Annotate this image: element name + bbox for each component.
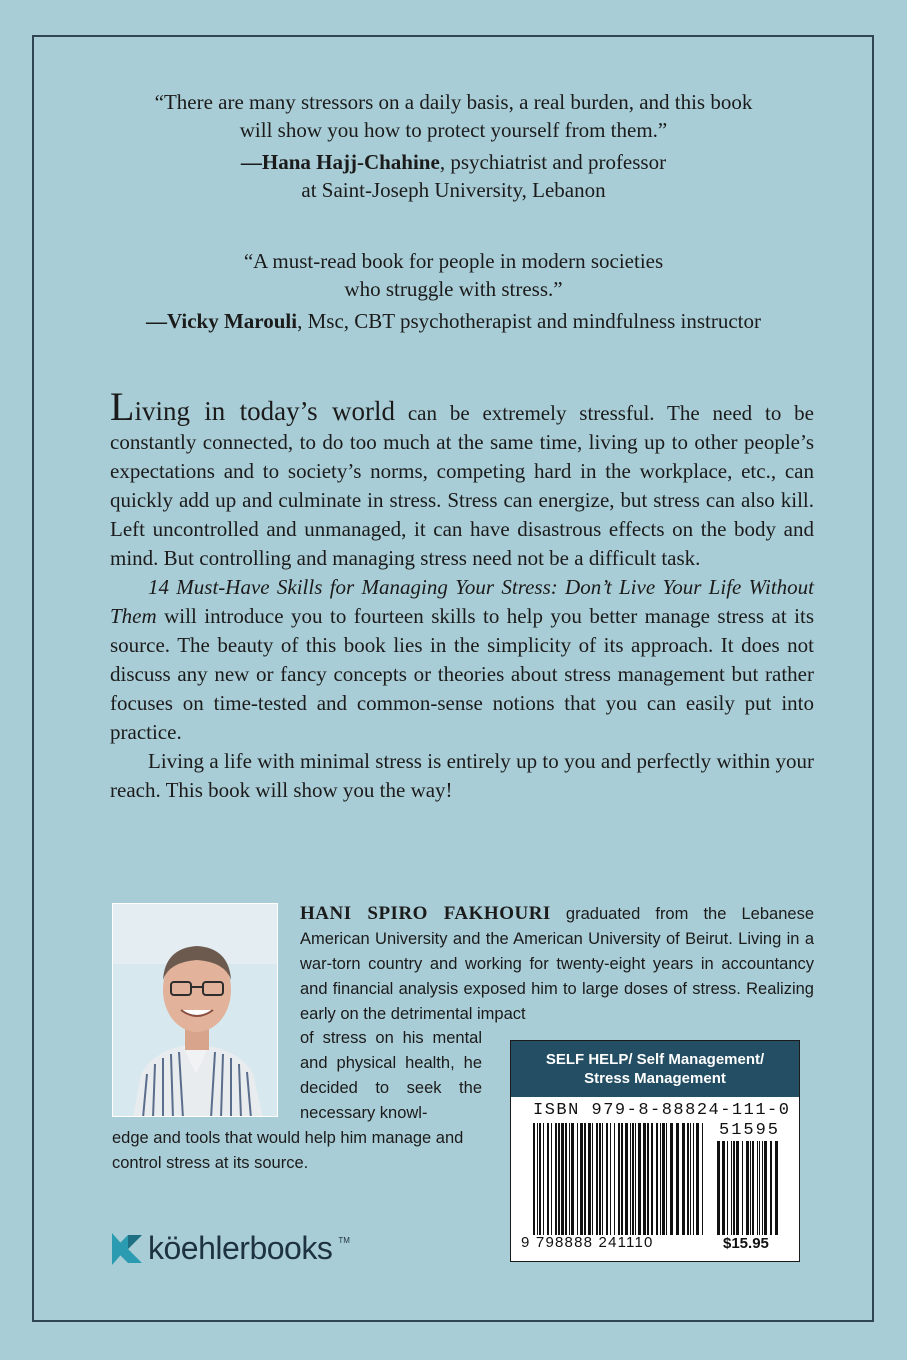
barcode-bar	[643, 1123, 646, 1235]
book-description	[110, 384, 814, 805]
barcode-bar	[621, 1123, 623, 1235]
barcode-bar	[733, 1141, 735, 1235]
barcode-bar	[610, 1123, 611, 1235]
barcode-bar	[687, 1123, 689, 1235]
price: $15.95	[723, 1235, 769, 1252]
barcode-bar	[660, 1123, 661, 1235]
barcode-bar	[770, 1141, 772, 1235]
description-lead-in: iving in today’s world	[134, 396, 395, 426]
barcode-bar	[775, 1141, 778, 1235]
category-band	[511, 1041, 799, 1097]
barcode-bar	[759, 1141, 760, 1235]
barcode-bar	[584, 1123, 586, 1235]
barcode-bar	[588, 1123, 591, 1235]
quote-1-attribution	[60, 148, 847, 204]
barcode-bar	[551, 1123, 552, 1235]
barcode-bar	[625, 1123, 628, 1235]
isbn-text: ISBN 979-8-88824-111-0	[533, 1101, 791, 1120]
barcode-bar	[647, 1123, 649, 1235]
barcode-bar	[618, 1123, 620, 1235]
quote-1-affiliation: at Saint-Joseph University, Lebanon	[301, 178, 606, 202]
quote-2-author: —Vicky Marouli	[146, 309, 298, 333]
barcode-bar	[750, 1141, 751, 1235]
barcode-bar	[731, 1141, 732, 1235]
barcode-digits: 9 798888 241110	[521, 1234, 654, 1251]
barcode-bar	[656, 1123, 658, 1235]
barcode-bar	[727, 1141, 728, 1235]
barcode-bar	[547, 1123, 549, 1235]
barcode-bar	[635, 1123, 636, 1235]
quote-1-line-1: “There are many stressors on a daily basis, a real burden, and this book	[154, 90, 753, 114]
barcode-bar	[632, 1123, 634, 1235]
quote-2-role: , Msc, CBT psychotherapist and mindfulness instructor	[297, 309, 761, 333]
author-portrait-illustration	[113, 904, 278, 1117]
author-name: HANI SPIRO FAKHOURI	[300, 903, 551, 924]
isbn-barcode	[533, 1123, 703, 1235]
barcode-bar	[602, 1123, 603, 1235]
book-title-italic: 14 Must-Have Skills for Managing Your Stress: Don’t Live Your Life Without Them	[110, 575, 814, 628]
barcode-bar	[762, 1141, 763, 1235]
barcode-bar	[596, 1123, 598, 1235]
barcode-bar	[702, 1123, 703, 1235]
publisher-name: köehlerbooks	[148, 1230, 333, 1266]
barcode-bar	[569, 1123, 570, 1235]
barcode-bar	[555, 1123, 557, 1235]
barcode-bar	[537, 1123, 538, 1235]
price-addon-barcode	[717, 1141, 781, 1235]
barcode-bar	[599, 1123, 601, 1235]
barcode-bar	[539, 1123, 541, 1235]
endorsement-quote-2	[60, 247, 847, 335]
barcode-bar	[742, 1141, 743, 1235]
publisher-logo	[112, 1230, 350, 1267]
barcode-bar	[662, 1123, 665, 1235]
barcode-bar	[558, 1123, 560, 1235]
barcode-bar	[651, 1123, 653, 1235]
barcode-bar	[717, 1141, 720, 1235]
quote-1-role: , psychiatrist and professor	[439, 150, 667, 174]
drop-cap: L	[110, 384, 135, 429]
barcode-bar	[736, 1141, 739, 1235]
description-p2-text: will introduce you to fourteen skills to help you better manage stress at its source. The beauty of this book lies in the simplicity of its approach. It does not discuss any new or fancy concepts or theories about stress management but rather focuses on time-tested and common-sense notions that you can easily put into practice.	[110, 604, 814, 744]
barcode-bar	[746, 1141, 749, 1235]
price-code: 51595	[719, 1121, 781, 1140]
barcode-bar	[682, 1123, 685, 1235]
barcode-bar	[606, 1123, 608, 1235]
koehler-k-logo-icon	[112, 1233, 142, 1265]
endorsement-quote-1	[60, 88, 847, 204]
barcode-bar	[580, 1123, 583, 1235]
quote-1-line-2: will show you how to protect yourself from them.”	[239, 118, 668, 142]
barcode-bar	[722, 1141, 725, 1235]
quote-1-author: —Hana Hajj-Chahine	[240, 150, 440, 174]
barcode-bar	[533, 1123, 535, 1235]
barcode-bar	[571, 1123, 574, 1235]
description-paragraph-2	[110, 573, 814, 747]
description-paragraph-3: Living a life with minimal stress is entirely up to you and perfectly within your reach. This book will show you the way!	[110, 749, 814, 802]
barcode-bar	[638, 1123, 641, 1235]
category-line-2: Stress Management	[584, 1070, 726, 1087]
quote-2-attribution	[60, 307, 847, 335]
barcode-bar	[561, 1123, 564, 1235]
barcode-bar	[543, 1123, 544, 1235]
author-bio-wide	[300, 901, 814, 1027]
barcode-bar	[666, 1123, 667, 1235]
barcode-bar	[696, 1123, 699, 1235]
description-paragraph-1	[110, 384, 814, 573]
barcode-bar	[676, 1123, 679, 1235]
barcode-box	[510, 1040, 800, 1262]
barcode-bar	[592, 1123, 593, 1235]
author-bio-narrow: of stress on his mental and physical health, he decided to seek the necessary knowl-	[300, 1029, 482, 1122]
author-bio-text-1: graduated from the Lebanese American University and the American University of Beirut. Living in a war-torn country and working for twenty-eight years in accountancy and financial analysis exposed him to large doses of stress. Realizing early on the detrimental impact	[300, 905, 814, 1023]
barcode-bar	[764, 1141, 767, 1235]
description-p1-text: can be extremely stressful. The need to be constantly connected, to do too much at the same time, living up to other people’s expectations and to society’s norms, competing hard in the workplace, etc., can quickly add up and culminate in stress. Stress can energize, but stress can also kill. Left uncontrolled and unmanaged, it can have disastrous effects on the body and mind. But controlling and managing stress need not be a difficult task.	[110, 401, 814, 570]
barcode-bar	[565, 1123, 567, 1235]
trademark-mark: TM	[338, 1236, 350, 1245]
barcode-bar	[670, 1123, 673, 1235]
barcode-bar	[614, 1123, 615, 1235]
author-bio-full: edge and tools that would help him manage and control stress at its source.	[112, 1129, 464, 1172]
category-line-1: SELF HELP/ Self Management/	[545, 1051, 765, 1068]
barcode-bar	[577, 1123, 578, 1235]
barcode-bar	[757, 1141, 758, 1235]
quote-2-line-1: “A must-read book for people in modern societies	[243, 249, 664, 273]
quote-2-line-2: who struggle with stress.”	[344, 277, 563, 301]
barcode-bar	[690, 1123, 691, 1235]
barcode-bar	[630, 1123, 631, 1235]
barcode-bar	[752, 1141, 754, 1235]
barcode-bar	[693, 1123, 694, 1235]
author-photo	[112, 903, 278, 1117]
